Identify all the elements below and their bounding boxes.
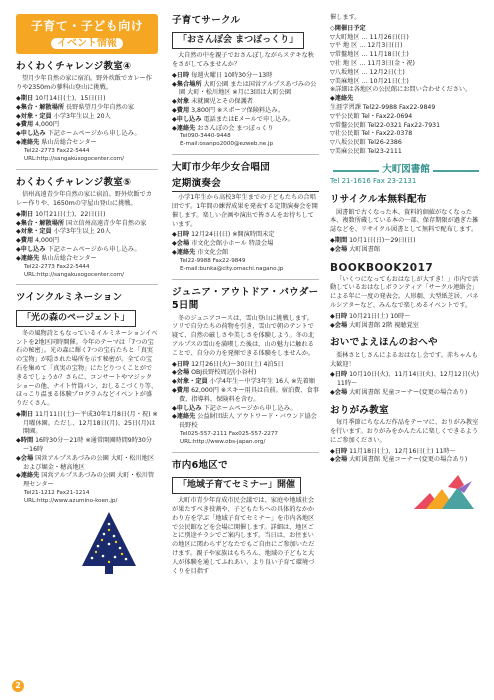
contact-item: ▽平公民館 Tel・Fax22-0694 bbox=[330, 112, 413, 120]
contact-item: 生涯学習課 Tel22-9988 Fax22-9849 bbox=[330, 103, 436, 111]
event-title-illumination: ツインクルミネーション bbox=[16, 292, 123, 304]
divider bbox=[16, 284, 158, 285]
contact-tel: Tel22-9988 Fax22-9849 bbox=[180, 257, 246, 264]
illumination-tree-illustration bbox=[78, 510, 140, 576]
row-key: ◆費用 bbox=[16, 237, 34, 245]
event-description: 冬の風物詩ともなっているイルミネーションイベントを2地区同時開催。今年のテーマは「7つの宝石の秘密」。光の森に輝く7つの宝石たちと「真実の宝物」が隠された場所を示す秘密が。全ての宝石を集めて「真実の宝物」にたどりつくことができるでしょうか？さらに、コンサートやマジックショーの他、ナイト竹筒パン、おしるこづくり等、ほっこり温まる体験プログラムなどイベントが盛りだくさん。 bbox=[16, 329, 158, 408]
row-key: ◆対象・定員 bbox=[172, 378, 208, 386]
schedule-title: ◇開催日予定 bbox=[330, 24, 366, 32]
contact-item: ▽社公民館 Tel・Fax22-0378 bbox=[330, 130, 413, 138]
event-box-title: 「光の森のページェント」 bbox=[16, 310, 136, 327]
row-value: 4,000円 bbox=[35, 121, 60, 129]
schedule-item: ▽社 地 区 … 11月3日(金・祝) bbox=[330, 59, 415, 67]
row-value: 毎週火曜日 10時30分～13時 bbox=[191, 71, 273, 79]
row-value: 市文化会館小ホール 特設会場 bbox=[191, 240, 274, 248]
contact-url[interactable]: URL:http://www.azumino-koen.jp/ bbox=[24, 498, 118, 504]
row-key: ◆対象 bbox=[172, 98, 190, 106]
contact-tel: Tel22-2773 Fax22-5444 bbox=[24, 263, 90, 270]
row-value: 16時30分～21時 ※通常開園時間9時30分～16時 bbox=[23, 437, 152, 454]
row-key: ◆期日 bbox=[16, 410, 34, 418]
row-key: ◆申し込み bbox=[16, 130, 46, 138]
continued-text: 催します。 bbox=[330, 14, 361, 21]
library-name: 大町図書館 bbox=[382, 163, 430, 175]
row-key: ◆会場 bbox=[172, 369, 190, 377]
event-title-outdoor: ジュニア・アウトドア・パウダー5日間 bbox=[172, 286, 319, 312]
row-key: ◆連絡先 bbox=[172, 124, 196, 132]
row-key: ◆連絡先 bbox=[16, 139, 40, 147]
event-description: 「いくつになってもおはなしが大すき！」市内で活動しているおはなしボランティア「サークル連絡会」による年に一度の発表会。人形劇、大型紙芝居、パネルシアターなど、みんなで楽しめるイベントです。 bbox=[330, 275, 479, 309]
row-key: ◆日時 bbox=[330, 312, 348, 320]
divider bbox=[172, 154, 319, 155]
contact-tel: Tel22-2773 Fax22-5444 bbox=[24, 147, 90, 154]
row-value: 10月21日(土) 10時～ bbox=[349, 312, 411, 320]
row-key: ◆集合・解散場所 bbox=[16, 103, 65, 111]
schedule-item: ▽平 地 区 … 12月3日(日) bbox=[330, 42, 403, 50]
event-box-title: 「おさんぽ会 まつぼっくり」 bbox=[172, 32, 304, 49]
row-value: 下記ホームページから申し込み。 bbox=[47, 246, 141, 253]
left-column bbox=[16, 14, 158, 580]
contact-tel: Tel025-557-2111 Fax025-557-2277 bbox=[180, 431, 278, 438]
row-value: 10月10日(火)、11月14日(火)、12月12日(火) 11時～ bbox=[337, 371, 479, 388]
contact-item: ▽常盤公民館 Tel22-0321 Fax22-7931 bbox=[330, 121, 441, 129]
event-description: 毎月季節にちなんだ作品をテーマに、おりがみ教室を行います。おりがみをかんたんに楽しくできるようにご参加ください。 bbox=[330, 419, 479, 444]
row-key: ◆集合場所 bbox=[172, 80, 202, 88]
contact-email[interactable]: E-mail:osanpo2000@ezweb.ne.jp bbox=[180, 141, 274, 148]
row-value: 12月24日(日) ※開演時間未定 bbox=[191, 231, 275, 239]
row-value: 10月21日(土)、22日(日) bbox=[35, 210, 106, 218]
contact-url[interactable]: URL:http://sangakusogocenter.com/ bbox=[24, 155, 124, 162]
event-description: 望月少年自然の家に宿泊。野外炊飯でカレー作りや2350mの蓼科山登山に挑戦。 bbox=[16, 75, 152, 92]
row-value: 下記ホームページから申し込み。 bbox=[203, 404, 297, 412]
event-description: 大町市青少年育成市民会議では、家庭や地域社会が果たすべき役割や、子どもたちへの具体的なかかわり方を学ぶ「地域子育てセミナー」を市内各地区で公民館などを会場に開催します。詳細は、地区ごとに別途チラシでご案内します。当日は、お住まいの地区に関わらずどなたでもご自由にご参加いただけます。親子や家族はもちろん、地域の子どもと大人が体験を通してふれあい、より良い子育て環境づくりを目指す bbox=[172, 497, 315, 575]
row-key: ◆連絡先 bbox=[172, 249, 196, 257]
row-key: ◆対象・定員 bbox=[16, 112, 52, 120]
row-key: ◆申し込み bbox=[172, 404, 202, 412]
event-title-challenge-4: わくわくチャレンジ教室④ bbox=[16, 61, 132, 72]
section-banner bbox=[16, 14, 158, 54]
row-key: ◆期日 bbox=[16, 210, 34, 218]
row-value: 県山岳総合センター bbox=[41, 254, 97, 262]
row-value: 小学3年生以上 20人 bbox=[53, 228, 111, 236]
contact-item: ▽美麻公民館 Tel23-2111 bbox=[330, 147, 402, 155]
row-key: ◆会場 bbox=[330, 456, 348, 464]
middle-column bbox=[172, 14, 319, 578]
row-key: ◆会場 bbox=[330, 245, 348, 253]
row-value: 国営アルプスあづみの公園 大町・松川地区および堀金・穂高地区 bbox=[23, 454, 155, 471]
row-key: ◆連絡先 bbox=[172, 413, 196, 421]
event-description: 図書館で古くなった本、資料的価値がなくなった本、複数所蔵している本の一部、保存期限が過ぎた雑誌などを、リサイクル図書として無料で配布します。 bbox=[330, 208, 479, 234]
event-title-choir: 大町市少年少女合唱団 bbox=[172, 162, 271, 174]
event-description: 大自然の中を親子でおさんぽしながらステキな秋をさがしてみませんか？ bbox=[172, 52, 314, 69]
row-value: 大町図書館 児童コーナー(変更の場合あり) bbox=[349, 389, 468, 396]
divider bbox=[172, 279, 319, 280]
event-title-seminar: 市内6地区で bbox=[172, 459, 228, 471]
event-title-ehon: おいでよえほんのおへや bbox=[330, 337, 438, 349]
row-key: ◆会場 bbox=[330, 389, 348, 396]
row-value: 62,000円 ※スキー用具は自前。宿泊費、食事費、指導料、保険料を含む。 bbox=[179, 387, 319, 403]
row-value: 大町公園 または国営アルプスあづみの公園 大町・松川地区 ※月に3回は大町公園 bbox=[179, 80, 317, 97]
event-title-bookbook: BOOKBOOK2017 bbox=[330, 261, 434, 274]
contact-url[interactable]: URL:http://sangakusogocenter.com/ bbox=[24, 271, 124, 278]
row-key: ◆日時 bbox=[330, 447, 348, 455]
contact-tel: Tel090-3440-9448 bbox=[180, 133, 231, 140]
schedule-item: ▽常盤地区 … 11月18日(土) bbox=[330, 51, 409, 59]
event-title-challenge-5: わくわくチャレンジ教室⑤ bbox=[16, 176, 132, 188]
row-key: ◆申し込み bbox=[16, 246, 46, 253]
row-key: ◆申し込み bbox=[172, 115, 202, 123]
schedule-note: ※詳細は各地区の公民館にお問い合わせください。 bbox=[330, 86, 472, 94]
origami-illustration bbox=[412, 471, 478, 511]
row-key: ◆日時 bbox=[172, 360, 190, 368]
row-key: ◆期間 bbox=[330, 237, 348, 245]
row-key: ◆会場 bbox=[16, 454, 34, 462]
row-key: ◆集合・解散場所 bbox=[16, 219, 65, 227]
event-title-circle: 子育てサークル bbox=[172, 15, 241, 26]
row-key: ◆連絡先 bbox=[16, 472, 40, 480]
row-value: 11月18日(土)、12月16日(土) 11時～ bbox=[349, 447, 456, 455]
row-key: ◆会場 bbox=[330, 321, 348, 329]
row-key: ◆会場 bbox=[172, 240, 190, 248]
row-value: 下記ホームページから申し込み。 bbox=[47, 130, 141, 138]
row-value: 大町図書館 bbox=[349, 245, 381, 253]
event-description: 冬のジュニアコースは、雪山登山に挑戦します。ソリで自分たちの荷物を引き、雪山で朝のテントで寝て、自然の厳しさや美しさを体験しよう。冬の北アルプスの雪山を満喫した後は、山の魅力に触れることで、自分の力を発揮できる体験をしませんか。 bbox=[172, 314, 315, 357]
row-value: 10月14日(土)、15日(日) bbox=[35, 95, 106, 103]
event-title-recycle: リサイクル本無料配布 bbox=[330, 194, 427, 206]
library-header bbox=[330, 163, 482, 176]
row-key: ◆日時 bbox=[172, 231, 190, 239]
schedule-item: ▽大町地区 … 11月26日(日) bbox=[330, 33, 409, 41]
row-value: OBJ長野校周辺(小谷村) bbox=[191, 369, 257, 377]
row-key: ◆連絡先 bbox=[16, 254, 40, 262]
row-value: 公益財団法人 アウトワード・バウンド協会 長野校 bbox=[179, 413, 317, 430]
contact-title: ◆連絡先 bbox=[330, 95, 354, 103]
row-value: 大町図書館 児童コーナー(変更の場合あり) bbox=[349, 456, 468, 464]
row-key: ◆日時 bbox=[330, 371, 348, 379]
row-value: 大町図書館 2階 視聴覚室 bbox=[349, 321, 419, 329]
event-description: 信州高遠青少年自然の家に宿泊。野外炊飯でカレー作りや、1650mの守屋山登山に挑戦。 bbox=[16, 191, 152, 208]
schedule-item: ▽美麻地区 … 10月21日(土) bbox=[330, 77, 409, 85]
divider bbox=[16, 169, 158, 170]
row-value: 国営アルプスあづみの公園 大町・松川管理センター bbox=[23, 472, 155, 489]
library-tel: Tel 21-1616 Fax 23-2131 bbox=[330, 177, 417, 186]
row-value: 長野県望月少年自然の家 bbox=[66, 103, 135, 111]
banner-line-2: イベント情報 bbox=[51, 38, 123, 49]
row-value: 電話またはEメールで申し込み。 bbox=[203, 115, 295, 123]
row-key: ◆費用 bbox=[16, 121, 34, 129]
row-value: 国立信州高遠青少年自然の家 bbox=[66, 219, 147, 227]
row-key: ◆対象・定員 bbox=[16, 228, 52, 236]
row-value: 11月11日(土)～平成30年1月8日(月・祝) ※月曜休園。ただし、12月18日(月)、25日(月)は開園。 bbox=[23, 410, 158, 436]
right-column bbox=[330, 14, 482, 515]
row-value: 小学4年生～中学3年生 16人 ※先着順 bbox=[209, 378, 315, 386]
row-key: ◆費用 bbox=[172, 107, 190, 115]
row-value: 未就園児とその保護者 bbox=[191, 98, 253, 106]
row-value: 市文化会館 bbox=[197, 249, 229, 257]
event-box-title: 「地域子育てセミナー」開催 bbox=[172, 477, 301, 494]
schedule-item: ▽八坂地区 … 12月2日(土) bbox=[330, 68, 405, 76]
divider bbox=[172, 452, 319, 453]
banner-line-1: 子育て・子ども向け bbox=[30, 19, 144, 33]
contact-item: ▽八坂公民館 Tel26-2386 bbox=[330, 139, 402, 147]
row-value: 3,800円 ※スポーツ保険料込み。 bbox=[191, 107, 285, 115]
row-value: 12月26日(火)～30日(土) 4泊5日 bbox=[191, 360, 284, 368]
event-description: 小学1年生から高校3年生までの子どもたちの合唱団です。1年間の練習成果を発表する定期演奏会を開催します。楽しい企画や演出で皆さんをお待ちしています。 bbox=[172, 194, 318, 228]
row-key: ◆期日 bbox=[16, 95, 34, 103]
row-value: おさんぽの会 まつぼっくり bbox=[197, 124, 274, 132]
page-number: 2 bbox=[12, 680, 24, 692]
contact-email[interactable]: E-mail:bunka@city.omachi.nagano.jp bbox=[180, 265, 284, 272]
event-title-origami: おりがみ教室 bbox=[330, 404, 389, 416]
event-description: 栗林さとしさんによるおはなし会です。赤ちゃんも大歓迎！ bbox=[330, 351, 478, 368]
contact-tel: Tel21-1212 Fax21-1214 bbox=[24, 490, 90, 497]
row-value: 10月1日(日)～29日(日) bbox=[349, 237, 416, 245]
row-key: ◆時間 bbox=[16, 437, 34, 445]
row-key: ◆日時 bbox=[172, 71, 190, 79]
row-key: ◆費用 bbox=[172, 387, 190, 395]
contact-url[interactable]: URL:http://www.obs-japan.org/ bbox=[180, 438, 266, 445]
event-subtitle-concert: 定期演奏会 bbox=[172, 177, 319, 192]
row-value: 県山岳総合センター bbox=[41, 139, 97, 147]
row-value: 小学3年生以上 20人 bbox=[53, 112, 111, 120]
row-value: 4,000円 bbox=[35, 237, 60, 245]
